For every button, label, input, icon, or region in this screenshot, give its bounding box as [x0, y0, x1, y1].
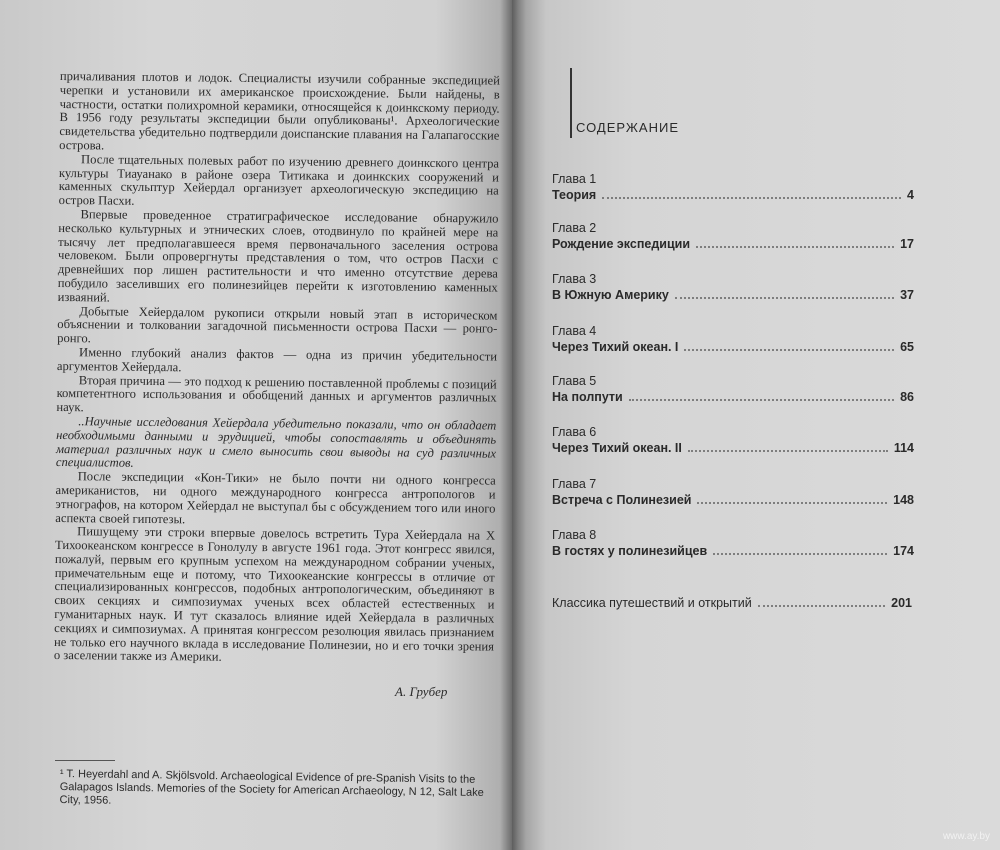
- toc-final-title: Классика путешествий и открытий: [552, 596, 752, 610]
- toc-entry: [552, 528, 914, 559]
- toc-leader: [697, 502, 887, 504]
- toc-chapter-label: Глава 4: [552, 324, 597, 338]
- toc-leader: [629, 399, 894, 401]
- watermark: www.ay.by: [942, 831, 990, 842]
- toc-leader: [684, 349, 894, 351]
- toc-chapter-title: В Южную Америку: [552, 288, 669, 302]
- toc-leader: [688, 450, 888, 452]
- toc-chapter-title: На полпути: [552, 390, 623, 404]
- paragraph: Пишущему эти строки впервые довелось встретить Тура Хейердала на X Тихоокеанском конгрессе в Гонолулу в августе 1961 года. Этот конгресс явился, пожалуй, первым его крупным успехом на международном собрании ученых, примечательным еще и потому, что Тихоокеанские конгрессы в отличие от специализированных конгрессов, подобных антропологическим, объединяют в своих секциях и симпозиумах ученых всех областей естественных и гуманитарных наук. И тут сказалось влияние идей Хейердала в различных секциях и симпозиумах. А принятая конгрессом резолюция явилась признанием не только его научного вклада в исследование Полинезии, но и его точки зрения о заселении также из Америки.: [53, 524, 496, 665]
- author-signature: А. Грубер: [395, 684, 448, 699]
- toc-page-number: 174: [893, 544, 914, 558]
- toc-chapter-title: Через Тихий океан. I: [552, 340, 679, 354]
- toc-chapter-label: Глава 6: [552, 425, 597, 439]
- toc-chapter-label: Глава 1: [552, 172, 597, 186]
- footnote: ¹ T. Heyerdahl and A. Skjölsvold. Archaeological Evidence of pre-Spanish Visits to the Galapagos Islands. Memories of the Society for American Archaeology, N 12, Salt Lake City, 1956.: [59, 768, 484, 807]
- toc-entry: [552, 374, 914, 405]
- toc-page-number: 4: [907, 188, 914, 202]
- footnote-divider: [55, 760, 115, 761]
- toc-page-number: 201: [891, 596, 912, 610]
- toc-page-number: 65: [900, 340, 914, 354]
- toc-chapter-title: Теория: [552, 188, 597, 202]
- toc-entry: [552, 272, 914, 303]
- toc-entry: [552, 324, 914, 355]
- toc-entry: [552, 425, 914, 456]
- quote-paragraph: ..Научные исследования Хейердала убедительно показали, что он обладает необходимыми данными и эрудицией, чтобы сопоставлять и объединять материал различных наук и смело выносить свои выводы на суд различных специалистов.: [55, 414, 497, 471]
- toc-chapter-label: Глава 2: [552, 221, 597, 235]
- toc-chapter-title: В гостях у полинезийцев: [552, 544, 708, 558]
- paragraph: После экспедиции «Кон-Тики» не было почти ни одного конгресса американистов, ни одного международного конгресса антропологов и этнографов, на котором Хейердал не выступал бы с обсуждением того или иного аспекта своей гипотезы.: [55, 469, 496, 526]
- toc-entry: [552, 221, 914, 252]
- toc-final-entry: [552, 596, 912, 611]
- toc-page-number: 148: [893, 493, 914, 507]
- toc-leader: [602, 197, 901, 199]
- toc-chapter-label: Глава 5: [552, 374, 597, 388]
- toc-chapter-label: Глава 8: [552, 528, 597, 542]
- toc-entry: [552, 477, 914, 508]
- body-text: [54, 70, 500, 668]
- toc-page-number: 86: [900, 390, 914, 404]
- toc-chapter-title: Через Тихий океан. II: [552, 441, 682, 455]
- paragraph: Добытые Хейердалом рукописи открыли новый этап в историческом объяснении и толковании загадочной письменности острова Пасхи — ронго-ронго.: [57, 303, 498, 346]
- toc-chapter-label: Глава 7: [552, 477, 597, 491]
- toc-chapter-title: Рождение экспедиции: [552, 237, 691, 251]
- toc-leader: [675, 297, 894, 299]
- toc-vertical-rule: [570, 68, 572, 138]
- paragraph: Вторая причина — это подход к решению поставленной проблемы с позиций компетентного использования и обобщений данных и аргументов различных наук.: [56, 372, 497, 415]
- toc-chapter-label: Глава 3: [552, 272, 597, 286]
- toc-title: СОДЕРЖАНИЕ: [576, 120, 680, 135]
- paragraph: Именно глубокий анализ фактов — одна из причин убедительности аргументов Хейердала.: [56, 345, 498, 375]
- paragraph: Впервые проведенное стратиграфическое исследование обнаружило несколько культурных и этнических слоев, отодвинуло по крайней мере на тысячу лет предполагавшееся время первоначального заселения острова человеком. Были опровергнуты представления о том, что остров Пасхи с древнейших пор лишен растительности и что именно отсутствие дерева побудило заселивших его полинезийцев перейти к изготовлению каменных изваяний.: [57, 207, 499, 305]
- paragraph: После тщательных полевых работ по изучению древнего доинкского центра культуры Тиауанако в районе озера Титикака и доинкских сооружений и каменных скульптур Хейердал организует археологическую экспедицию на остров Пасхи.: [58, 152, 500, 208]
- toc-entry: [552, 172, 914, 203]
- toc-page-number: 17: [900, 237, 914, 251]
- paragraph: причаливания плотов и лодок. Специалисты изучили собранные экспедицией черепки и установили их американское происхождение. Были найдены, в частности, остатки полихромной керамики, относящейся к доинкскому периоду. В 1956 году результаты экспедиции были опубликованы¹. Археологические свидетельства убедительно подтвердили доиспанские плавания на Галапагосские острова.: [59, 69, 500, 153]
- toc-page-number: 37: [900, 288, 914, 302]
- book-spine: [500, 0, 526, 850]
- toc-leader: [758, 605, 885, 607]
- toc-leader: [713, 553, 887, 555]
- toc-page-number: 114: [893, 441, 914, 455]
- toc-chapter-title: Встреча с Полинезией: [552, 493, 692, 507]
- toc-leader: [696, 246, 894, 248]
